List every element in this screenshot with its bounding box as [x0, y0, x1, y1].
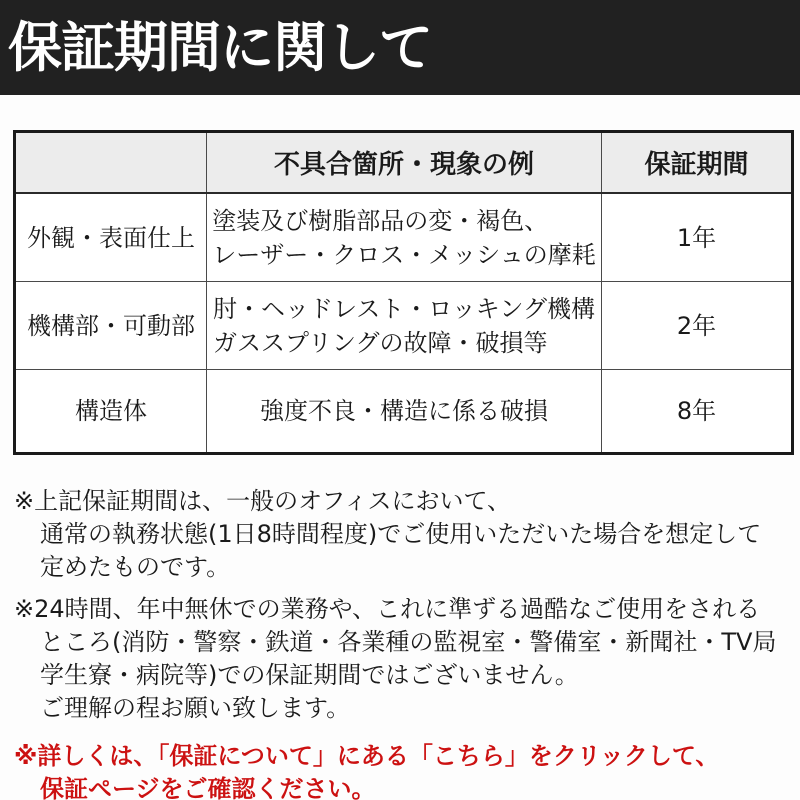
cell-part: 機構部・可動部	[15, 282, 207, 370]
example-line: 塗装及び樹脂部品の変・褐色、	[212, 206, 549, 235]
note-247-usage-exclusion	[14, 593, 790, 725]
table-row-structure	[15, 370, 793, 454]
page-header	[0, 0, 800, 95]
column-header-examples: 不具合箇所・現象の例	[207, 132, 602, 194]
table-header-row	[15, 132, 793, 194]
page-title: 保証期間に関して	[8, 15, 432, 79]
cell-part: 構造体	[15, 370, 207, 454]
table-row-mechanism	[15, 282, 793, 370]
example-line: 強度不良・構造に係る破損	[260, 397, 548, 425]
note-line: 保証ページをご確認ください。	[40, 775, 376, 800]
cell-examples	[207, 193, 602, 282]
note-line: ※詳しくは、「保証について」にある「こちら」をクリックして、	[14, 742, 720, 770]
note-line: 学生寮・病院等)での保証期間ではございません。	[40, 661, 579, 689]
cell-part: 外観・表面仕上	[15, 193, 207, 282]
note-line: ところ(消防・警察・鉄道・各業種の監視室・警備室・新聞社・TV局	[40, 628, 777, 656]
cell-examples	[207, 370, 602, 454]
note-line: ※24時間、年中無休での業務や、これに準ずる過酷なご使用をされる	[14, 595, 761, 623]
note-office-usage	[14, 485, 790, 584]
column-header-part	[15, 132, 207, 194]
cell-examples	[207, 282, 602, 370]
cell-period: 1年	[602, 193, 793, 282]
warranty-table	[13, 130, 794, 455]
cell-period: 2年	[602, 282, 793, 370]
column-header-period: 保証期間	[602, 132, 793, 194]
note-warranty-page-link	[14, 740, 790, 800]
example-line: 肘・ヘッドレスト・ロッキング機構	[212, 294, 596, 323]
notes-section	[14, 485, 790, 800]
note-line: 通常の執務状態(1日8時間程度)でご使用いただいた場合を想定して	[40, 520, 762, 548]
note-line: ご理解の程お願い致します。	[40, 694, 351, 722]
table-row-exterior	[15, 193, 793, 282]
example-line: レーザー・クロス・メッシュの摩耗	[212, 240, 596, 269]
note-line: 定めたものです。	[40, 553, 231, 581]
example-line: ガススプリングの故障・破損等	[212, 328, 548, 357]
cell-period: 8年	[602, 370, 793, 454]
note-line: ※上記保証期間は、一般のオフィスにおいて、	[14, 487, 511, 515]
